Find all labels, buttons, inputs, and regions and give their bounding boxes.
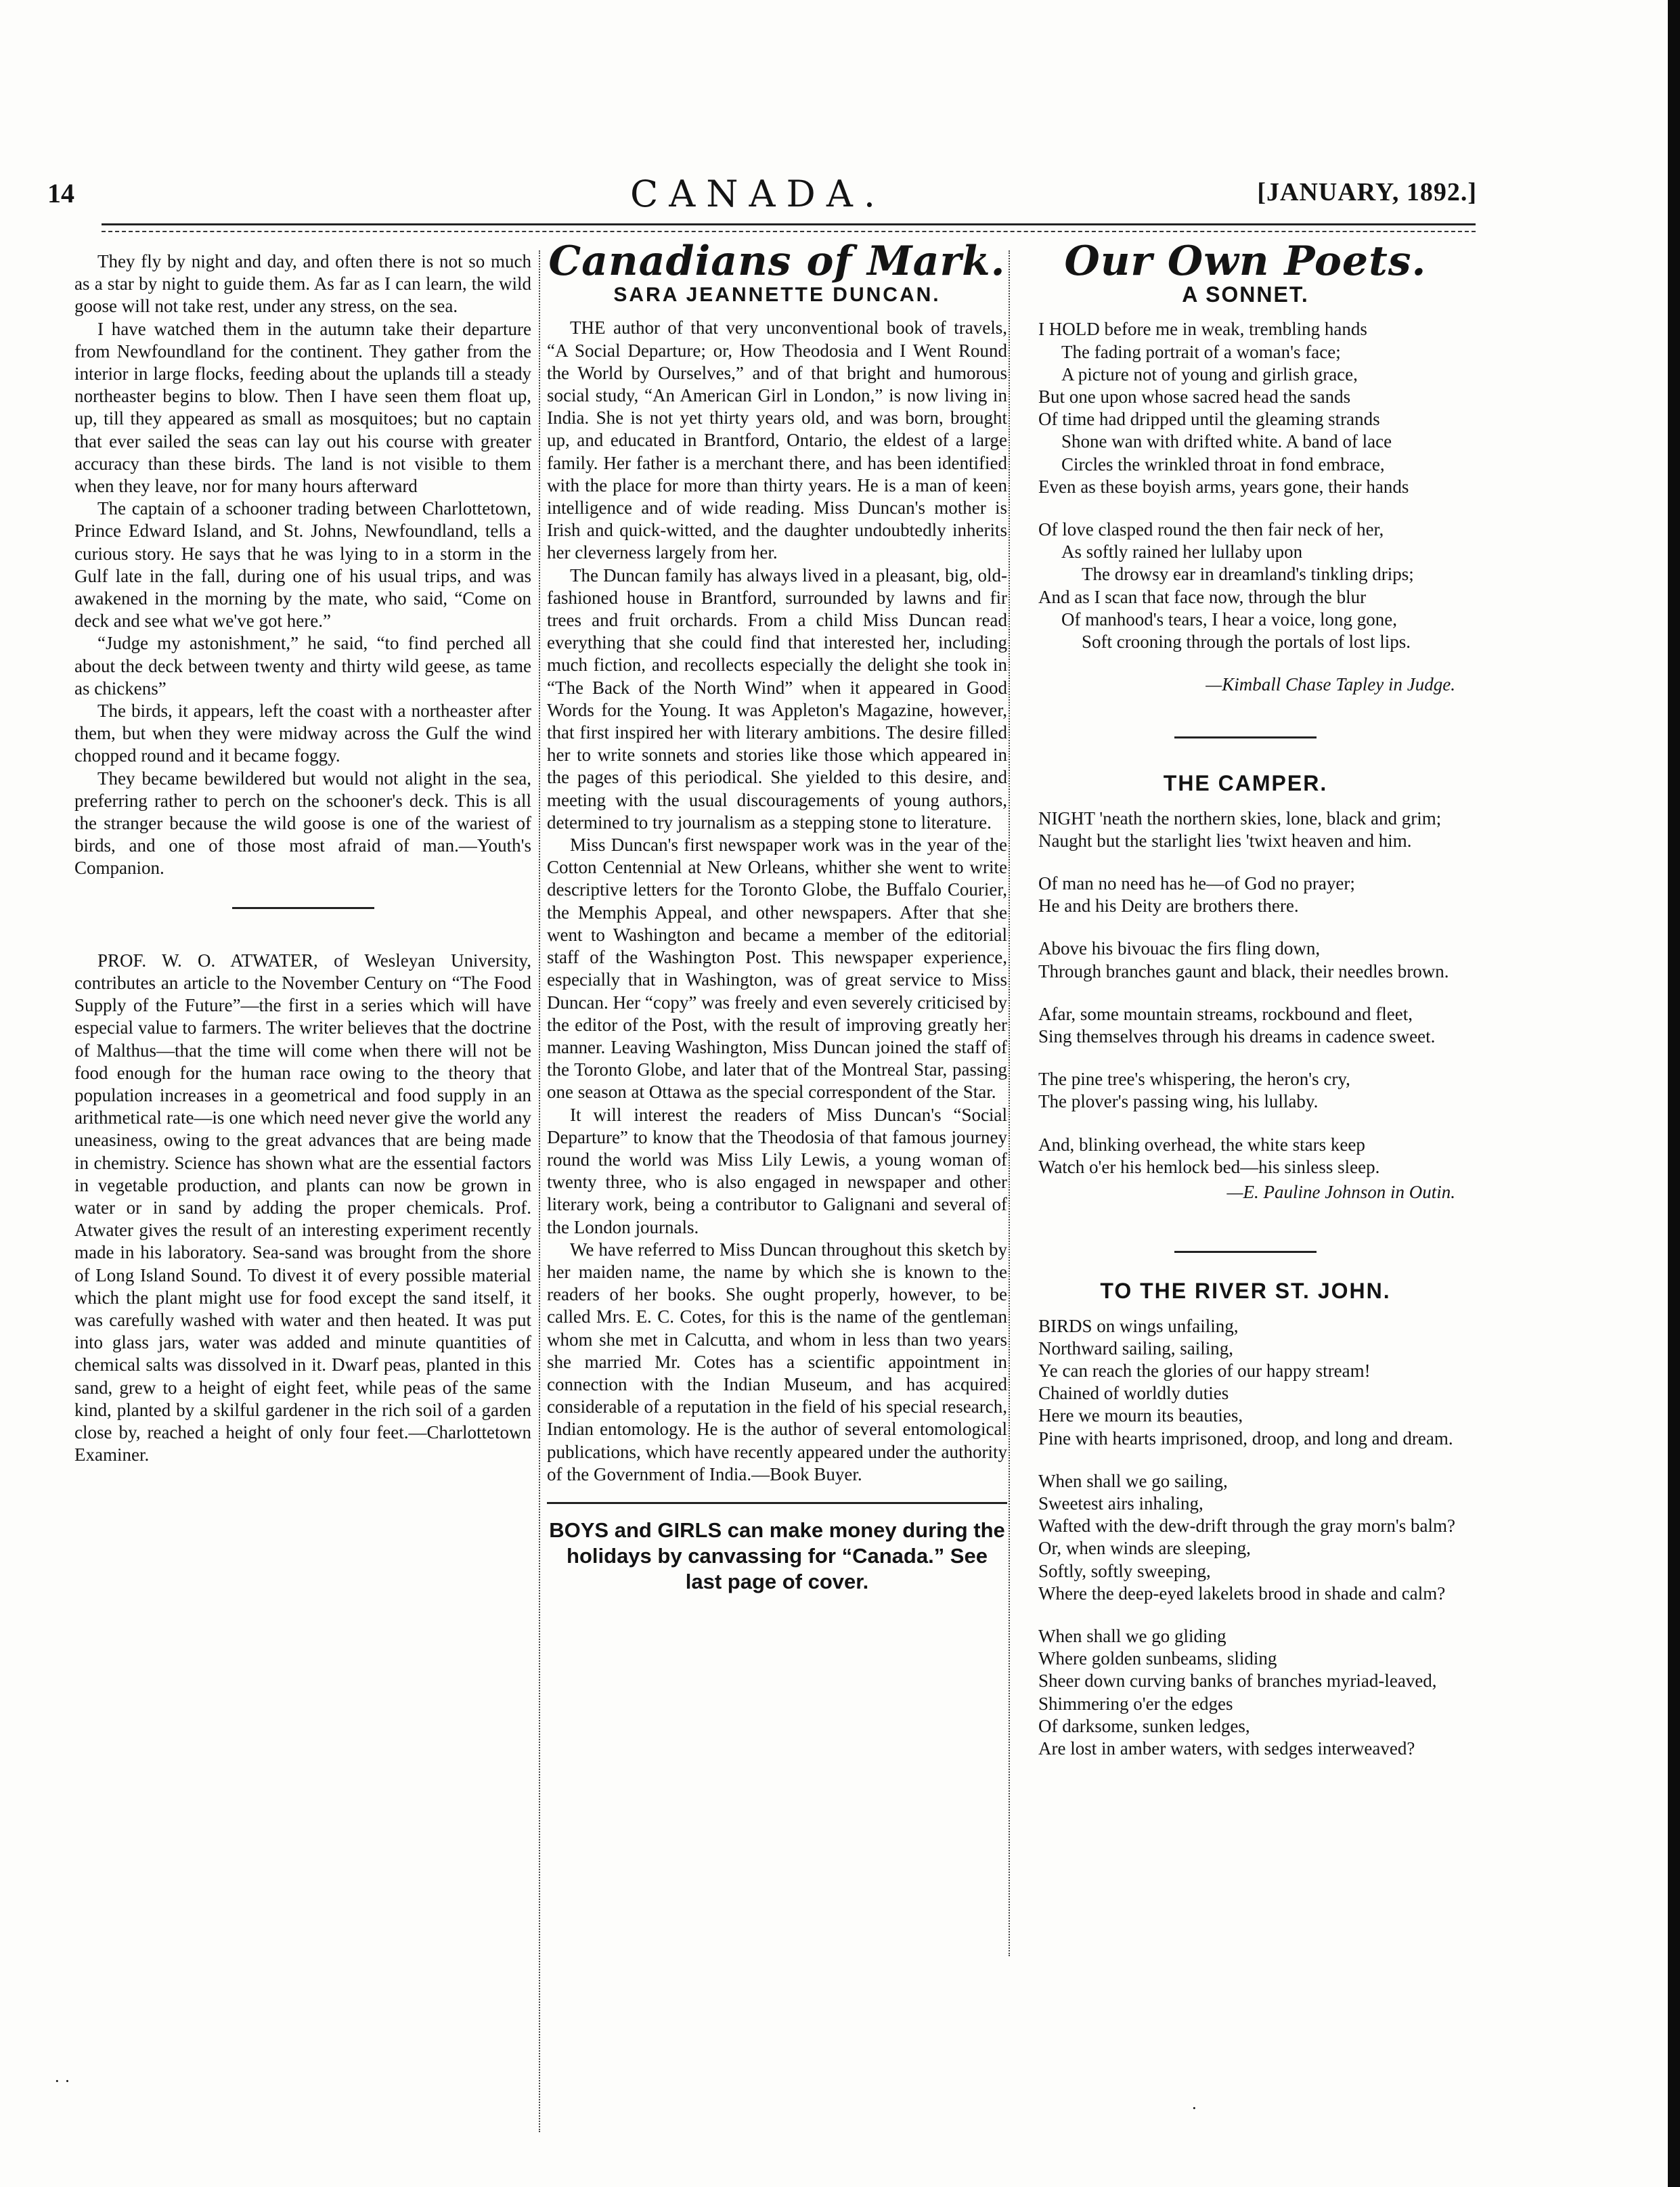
poem-line: Sing themselves through his dreams in cadence sweet. (1038, 1026, 1436, 1047)
poem-stanza (1015, 318, 1476, 498)
poem-stanza (1015, 937, 1476, 982)
scan-edge-border (1668, 0, 1680, 2187)
poem-title: TO THE RIVER ST. JOHN. (1100, 1279, 1391, 1304)
article-subheading: SARA JEANNETTE DUNCAN. (613, 284, 941, 307)
poem-line: Wafted with the dew-drift through the gray morn's balm? (1038, 1516, 1456, 1537)
poem-stanza (1015, 1470, 1476, 1605)
poem-stanza (1015, 1134, 1476, 1178)
poem-title: THE CAMPER. (1163, 771, 1328, 796)
poem-line: The pine tree's whispering, the heron's cry, (1038, 1069, 1350, 1090)
paragraph: I have watched them in the autumn take their departure from Newfoundland for the continent. They gather from the interior in large flocks, feeding about the uplands till a steady northeaster begins to blow. Then I have seen them float up, up, till they appeared as small as mosquitoes; but no captain that ever sailed the seas can lay out his course with greater accuracy than these birds. The land is not visible to them when they leave, nor for many hours afterward (74, 318, 531, 497)
poem-line: Circles the wrinkled throat in fond embrace, (1061, 454, 1385, 474)
poem-line: He and his Deity are brothers there. (1038, 896, 1299, 916)
poem-line: Northward sailing, sailing, (1038, 1338, 1233, 1358)
poem-line: NIGHT 'neath the northern skies, lone, black and grim; (1038, 808, 1442, 829)
paragraph: PROF. W. O. ATWATER, of Wesleyan University, contributes an article to the November Century on “The Food Supply of the Future”—the first in a series which will have especial value to farmers. The writer believes that the doctrine of Malthus—that the time will come when there will not be food enough for the human race owing to the theory that population increases in a geometrical and food supply in an arithmetical rate—is one which need never give the world any uneasiness, owing to the great advances that are being made in chemistry. Science has shown what are the essential factors in vegetable production, and plants can now be grown in water or in sand by adding the proper chemicals. Prof. Atwater gives the result of an interesting experiment recently made in his laboratory. Sea-sand was brought from the shore of Long Island Sound. To divest it of every possible material which the plant might use for food except the sand itself, it was carefully washed with water and then heated. It was put into glass jars, water was added and minute quantities of chemical salts was dissolved in it. Dwarf peas, planted in this sand, grew to a height of eight feet, while peas of the same kind, planted by a skilful gardener in the rich soil of a garden close by, reached a height of only four feet.—Charlottetown Examiner. (74, 950, 531, 1465)
poem-line: Of darksome, sunken ledges, (1038, 1715, 1250, 1736)
paragraph: THE author of that very unconventional book of travels, “A Social Departure; or, How Theodosia and I Went Round the World by Ourselves,” and of that bright and humorous social study, “An American Girl in London,” is now living in India. She is not yet thirty years old, and was born, brought up, and educated in Brantford, Ontario, the eldest of a large family. Her father is a merchant there, and has been identified with the place for more than thirty years. He is a man of keen intelligence and of wide reading. Miss Duncan's mother is Irish and quick-witted, and the daughter undoubtedly inherits her cleverness largely from her. (547, 317, 1007, 563)
poem-line: Afar, some mountain streams, rockbound and fleet, (1038, 1003, 1413, 1024)
paragraph: They became bewildered but would not alight in the sea, preferring rather to perch on the schooner's deck. This is all the stranger because the wild goose is one of the wariest of birds, and one of those most afraid of man.—Youth's Companion. (74, 768, 531, 879)
poem-line: Where the deep-eyed lakelets brood in shade and calm? (1038, 1583, 1446, 1604)
section-heading: Our Own Poets. (1064, 238, 1427, 285)
poem-line: Pine with hearts imprisoned, droop, and long and dream. (1038, 1428, 1453, 1449)
poem-line: A picture not of young and girlish grace, (1061, 363, 1358, 384)
poem-line: Soft crooning through the portals of lost lips. (1082, 632, 1411, 653)
poem-stanza (1015, 1068, 1476, 1113)
poem-line: Ye can reach the glories of our happy stream! (1038, 1360, 1371, 1381)
promo-notice: BOYS and GIRLS can make money during the holidays by canvassing for “Canada.” See last page of cover. (547, 1502, 1007, 1595)
poem-line: The drowsy ear in dreamland's tinkling drips; (1082, 564, 1414, 585)
masthead-title: CANADA. (629, 173, 887, 215)
paragraph: It will interest the readers of Miss Duncan's “Social Departure” to know that the Theodosia of that famous journey round the world was Miss Lily Lewis, a young woman of twenty three, who is also engaged in newspaper and other literary work, being a contributor to Galignani and several of the London journals. (547, 1104, 1007, 1237)
poem-stanza (1015, 872, 1476, 917)
poem-line: Of time had dripped until the gleaming strands (1038, 409, 1380, 430)
poem-line: Of love clasped round the then fair neck of her, (1038, 519, 1384, 540)
column-left (74, 250, 531, 1466)
issue-date: [JANUARY, 1892.] (1257, 178, 1477, 206)
poem-stanza (1015, 1003, 1476, 1048)
section-heading: Canadians of Mark. (548, 238, 1006, 285)
poem-line: Even as these boyish arms, years gone, their hands (1038, 476, 1409, 497)
section-rule (1174, 736, 1317, 738)
poem-line: Where golden sunbeams, sliding (1038, 1648, 1277, 1669)
header-dashed-rule (102, 231, 1476, 232)
poem-line: When shall we go sailing, (1038, 1470, 1228, 1491)
poem-line: The plover's passing wing, his lullaby. (1038, 1091, 1319, 1112)
poem-stanza (1015, 1315, 1476, 1450)
column-divider-right (1009, 250, 1010, 1956)
poem-line: Naught but the starlight lies 'twixt heaven and him. (1038, 830, 1412, 851)
poem-line: Sheer down curving banks of branches myriad-leaved, (1038, 1671, 1437, 1692)
poem-line: Here we mourn its beauties, (1038, 1405, 1243, 1426)
poem-stanza (1015, 808, 1476, 852)
paragraph: “Judge my astonishment,” he said, “to find perched all about the deck between twenty and thirty wild geese, as tame as chickens” (74, 633, 531, 699)
poem-line: And, blinking overhead, the white stars keep (1038, 1134, 1365, 1155)
print-speck: · (1191, 2098, 1197, 2118)
paragraph: The Duncan family has always lived in a pleasant, big, old-fashioned house in Brantford, surrounded by lawns and fir trees and fruit orchards. From a child Miss Duncan read everything that she could find that interested her, including much fiction, and recollects especially the delight she took in “The Back of the North Wind” when it appeared in Good Words for the Young. It was Appleton's Magazine, however, that first inspired her with literary ambitions. The desire filled her to write sonnets and stories like those which appeared in the pages of this periodical. She yielded to this desire, and meeting with the usual discouragements of young authors, determined to try journalism as a stepping stone to literature. (547, 565, 1007, 833)
poem-line: Are lost in amber waters, with sedges interweaved? (1038, 1738, 1415, 1759)
poem-line: Above his bivouac the firs fling down, (1038, 938, 1321, 959)
poem-line: Or, when winds are sleeping, (1038, 1538, 1251, 1559)
column-center (547, 238, 1007, 1595)
poem-line: As softly rained her lullaby upon (1061, 542, 1303, 562)
poem-title: A SONNET. (1182, 282, 1309, 307)
header-rule (102, 223, 1476, 225)
paragraph: Miss Duncan's first newspaper work was in the year of the Cotton Centennial at New Orleans, whither she went to write descriptive letters for the Toronto Globe, the Buffalo Courier, the Memphis Appeal, and other newspapers. After that she went to Washington and became a member of the editorial staff of the Washington Post. This newspaper experience, especially that in Washington, was of great service to Miss Duncan. Her “copy” was freely and even severely criticised by the editor of the Post, with the result of improving greatly her manner. Leaving Washington, Miss Duncan joined the staff of the Toronto Globe, and later that of the Montreal Star, passing one season at Ottawa as the special correspondent of the Star. (547, 835, 1007, 1103)
print-speck: · · (54, 2071, 70, 2091)
poem-credit: —Kimball Chase Tapley in Judge. (1206, 674, 1455, 695)
poem-line: Shone wan with drifted white. A band of lace (1061, 431, 1392, 452)
page-number: 14 (47, 178, 74, 208)
poem-line: I HOLD before me in weak, trembling hands (1038, 319, 1367, 340)
paragraph: They fly by night and day, and often there is not so much as a star by night to guide them. As far as I can learn, the wild goose will not take rest, under any stress, on the sea. (74, 251, 531, 317)
column-divider-left (539, 250, 540, 2132)
poem-line: Through branches gaunt and black, their needles brown. (1038, 960, 1449, 981)
poem-line: But one upon whose sacred head the sands (1038, 386, 1351, 407)
section-rule (232, 907, 374, 909)
poem-stanza (1015, 1625, 1476, 1760)
poem-line: Softly, softly sweeping, (1038, 1560, 1211, 1581)
poem-line: Of manhood's tears, I hear a voice, long gone, (1061, 609, 1397, 629)
poem-line: When shall we go gliding (1038, 1625, 1226, 1646)
poem-line: Watch o'er his hemlock bed—his sinless sleep. (1038, 1156, 1380, 1177)
poem-line: BIRDS on wings unfailing, (1038, 1315, 1239, 1336)
poem-line: And as I scan that face now, through the blur (1038, 586, 1367, 607)
poem-line: Shimmering o'er the edges (1038, 1693, 1233, 1714)
poem-line: The fading portrait of a woman's face; (1061, 341, 1341, 362)
poem-line: Chained of worldly duties (1038, 1383, 1229, 1404)
poem-credit: —E. Pauline Johnson in Outin. (1226, 1182, 1455, 1203)
paragraph: The captain of a schooner trading between Charlottetown, Prince Edward Island, and St. Johns, Newfoundland, tells a curious story. He says that he was lying to in a storm in the Gulf late in the fall, during one of his usual trips, and was awakened in the morning by the mate, who said, “Come on deck and see what we've got here.” (74, 498, 531, 632)
column-right (1015, 238, 1476, 1780)
poem-stanza (1015, 518, 1476, 653)
section-rule (1174, 1251, 1317, 1253)
poem-line: Of man no need has he—of God no prayer; (1038, 873, 1355, 894)
paragraph: The birds, it appears, left the coast with a northeaster after them, but when they were midway across the Gulf the wind chopped round and it became foggy. (74, 701, 531, 766)
paragraph: We have referred to Miss Duncan throughout this sketch by her maiden name, the name by which she is known to the readers of her books. She ought properly, however, to be called Mrs. E. C. Cotes, for this is the name of the gentleman whom she met in Calcutta, and whom in less than two years she married Mr. Cotes has a scientific appointment in connection with the Indian Museum, and has acquired considerable of a reputation in the field of his special research, Indian entomology. He is the author of several entomological publications, which have recently appeared under the authority of the Government of India.—Book Buyer. (547, 1239, 1007, 1484)
poem-line: Sweetest airs inhaling, (1038, 1493, 1203, 1514)
